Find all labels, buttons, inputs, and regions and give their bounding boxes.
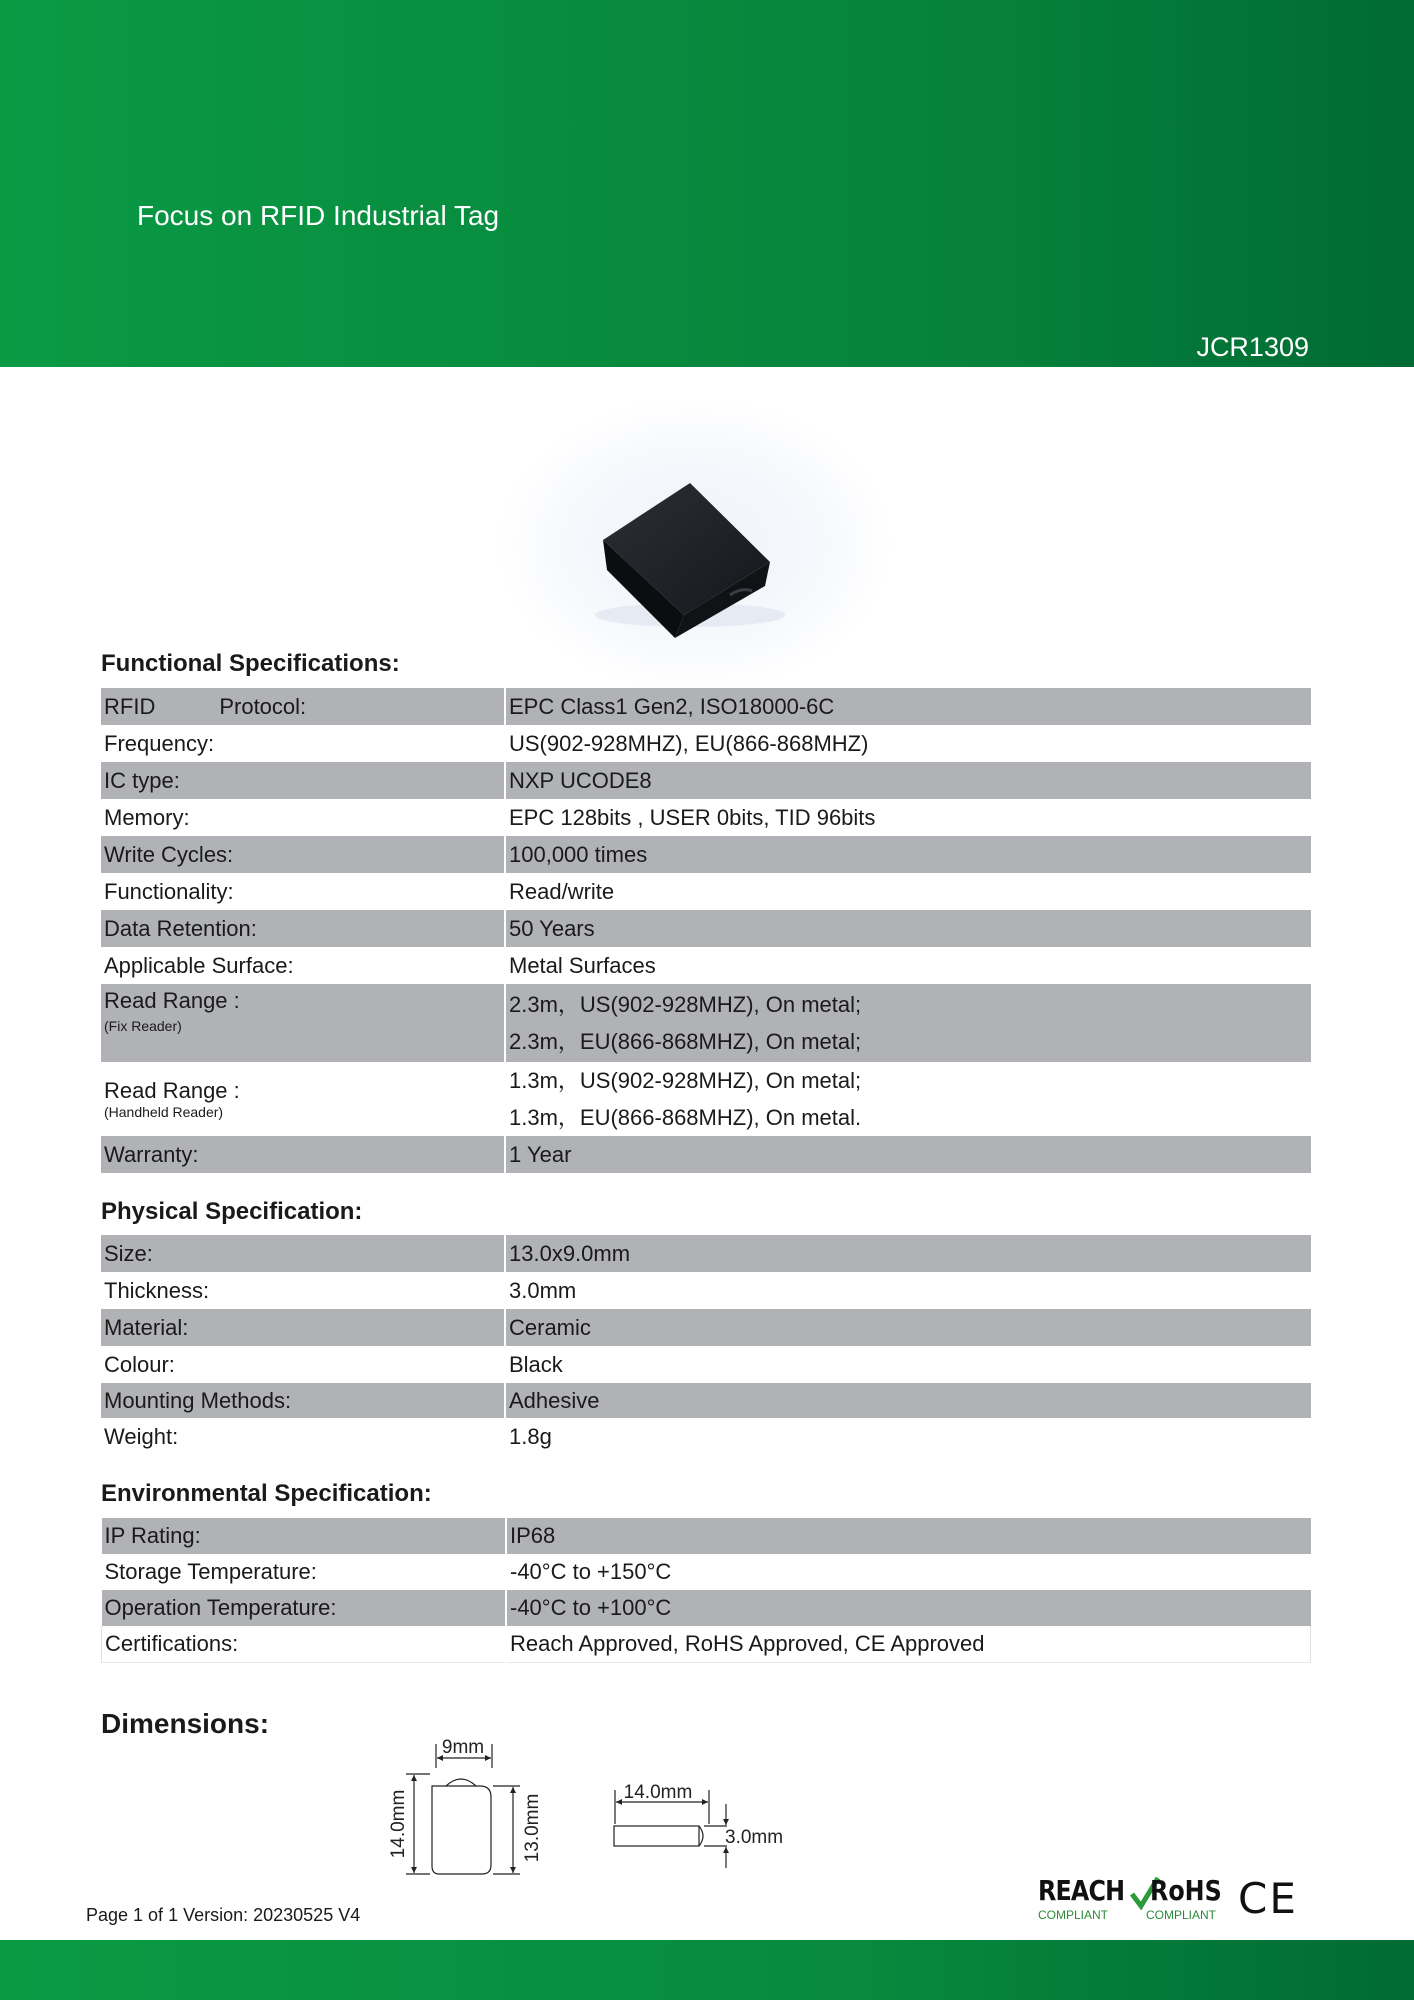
spec-value: Reach Approved, RoHS Approved, CE Approved [506,1626,1311,1663]
spec-value: EPC Class1 Gen2, ISO18000-6C [505,688,1311,725]
table-row [101,984,1311,1062]
spec-label: Storage Temperature: [102,1554,507,1590]
table-row [101,1235,1311,1272]
spec-value: Adhesive [505,1383,1311,1418]
certification-logos [1038,1874,1308,1926]
rohs-logo: RoHS [1150,1874,1222,1907]
table-row [101,947,1311,984]
table-row [101,799,1311,836]
spec-value: -40°C to +100°C [506,1590,1311,1626]
model-number: JCR1309 [1196,332,1309,362]
dim-length-label: 14.0mm [623,1782,693,1803]
spec-label: Size: [101,1235,505,1272]
functional-spec-title: Functional Specifications: [101,650,400,677]
spec-label: Frequency: [101,725,505,762]
spec-value: -40°C to +150°C [506,1554,1311,1590]
spec-label: Certifications: [102,1626,507,1663]
protocol-label: Protocol: [219,693,307,719]
spec-label: Functionality: [101,873,505,910]
spec-label: Data Retention: [101,910,505,947]
table-row [102,1626,1311,1663]
table-row [101,1136,1311,1173]
spec-label: Thickness: [101,1272,505,1309]
dim-width-label: 9mm [441,1737,485,1758]
spec-label: Warranty: [101,1136,505,1173]
spec-label [101,688,505,725]
read-range-handheld-line: 1.3m，EU(866-868MHZ), On metal. [509,1105,862,1130]
spec-value [505,984,1311,1062]
spec-value: 13.0x9.0mm [505,1235,1311,1272]
table-row [101,1309,1311,1346]
read-range-fix-line: 2.3m，EU(866-868MHZ), On metal; [509,1029,862,1054]
table-row [101,725,1311,762]
spec-value [505,1062,1311,1136]
functional-spec-table [101,688,1311,1173]
physical-spec-table [101,1235,1311,1455]
page-version: Page 1 of 1 Version: 20230525 V4 [86,1905,361,1925]
spec-value: 1.8g [505,1418,1311,1455]
spec-value: Ceramic [505,1309,1311,1346]
table-row [101,836,1311,873]
read-range-handheld-label: Read Range : [104,1078,240,1103]
table-row [101,873,1311,910]
spec-value: 3.0mm [505,1272,1311,1309]
spec-label: Applicable Surface: [101,947,505,984]
physical-spec-title: Physical Specification: [101,1198,363,1225]
dimensions-title: Dimensions: [101,1708,270,1739]
reach-logo: REACH [1038,1874,1125,1907]
environmental-spec-table [101,1518,1311,1663]
table-row [101,1383,1311,1418]
spec-label: IC type: [101,762,505,799]
spec-label: Mounting Methods: [101,1383,505,1418]
rfid-label: RFID [104,693,156,719]
dim-height-left-label: 14.0mm [388,1789,409,1859]
product-photo [500,400,890,690]
spec-value: EPC 128bits , USER 0bits, TID 96bits [505,799,1311,836]
table-row [101,1062,1311,1136]
spec-label: Weight: [101,1418,505,1455]
rfid-tag-image [500,400,890,690]
spec-label: IP Rating: [102,1518,507,1554]
header-banner [0,0,1414,367]
read-range-fix-line: 2.3m，US(902-928MHZ), On metal; [509,992,862,1017]
spec-label: Colour: [101,1346,505,1383]
rohs-compliant: COMPLIANT [1146,1908,1217,1922]
table-row [101,762,1311,799]
dim-height-right-label: 13.0mm [522,1793,543,1863]
spec-label: Operation Temperature: [102,1590,507,1626]
environmental-spec-title: Environmental Specification: [101,1480,432,1507]
table-row [101,1272,1311,1309]
spec-label: Write Cycles: [101,836,505,873]
read-range-fix-sub: (Fix Reader) [104,1018,182,1034]
spec-value: IP68 [506,1518,1311,1554]
table-row [102,1590,1311,1626]
spec-value: 50 Years [505,910,1311,947]
spec-label [101,1062,505,1136]
dimension-drawing [380,1728,820,1878]
spec-value: NXP UCODE8 [505,762,1311,799]
table-row [101,1346,1311,1383]
footer-bar [0,1940,1414,2000]
header-title: Focus on RFID Industrial Tag [137,200,500,231]
dim-thickness-label: 3.0mm [725,1827,784,1848]
read-range-handheld-line: 1.3m，US(902-928MHZ), On metal; [509,1068,862,1093]
spec-label: Material: [101,1309,505,1346]
table-row [101,688,1311,725]
table-row [101,910,1311,947]
read-range-fix-label: Read Range : [104,988,240,1013]
spec-value: Metal Surfaces [505,947,1311,984]
reach-compliant: COMPLIANT [1038,1908,1109,1922]
spec-label: Memory: [101,799,505,836]
spec-value: 100,000 times [505,836,1311,873]
spec-value: Read/write [505,873,1311,910]
read-range-handheld-sub: (Handheld Reader) [104,1104,224,1120]
ce-mark: CE [1238,1874,1298,1923]
spec-value: Black [505,1346,1311,1383]
spec-label [101,984,505,1062]
table-row [101,1418,1311,1455]
table-row [102,1518,1311,1554]
spec-value: US(902-928MHZ), EU(866-868MHZ) [505,725,1311,762]
spec-value: 1 Year [505,1136,1311,1173]
table-row [102,1554,1311,1590]
